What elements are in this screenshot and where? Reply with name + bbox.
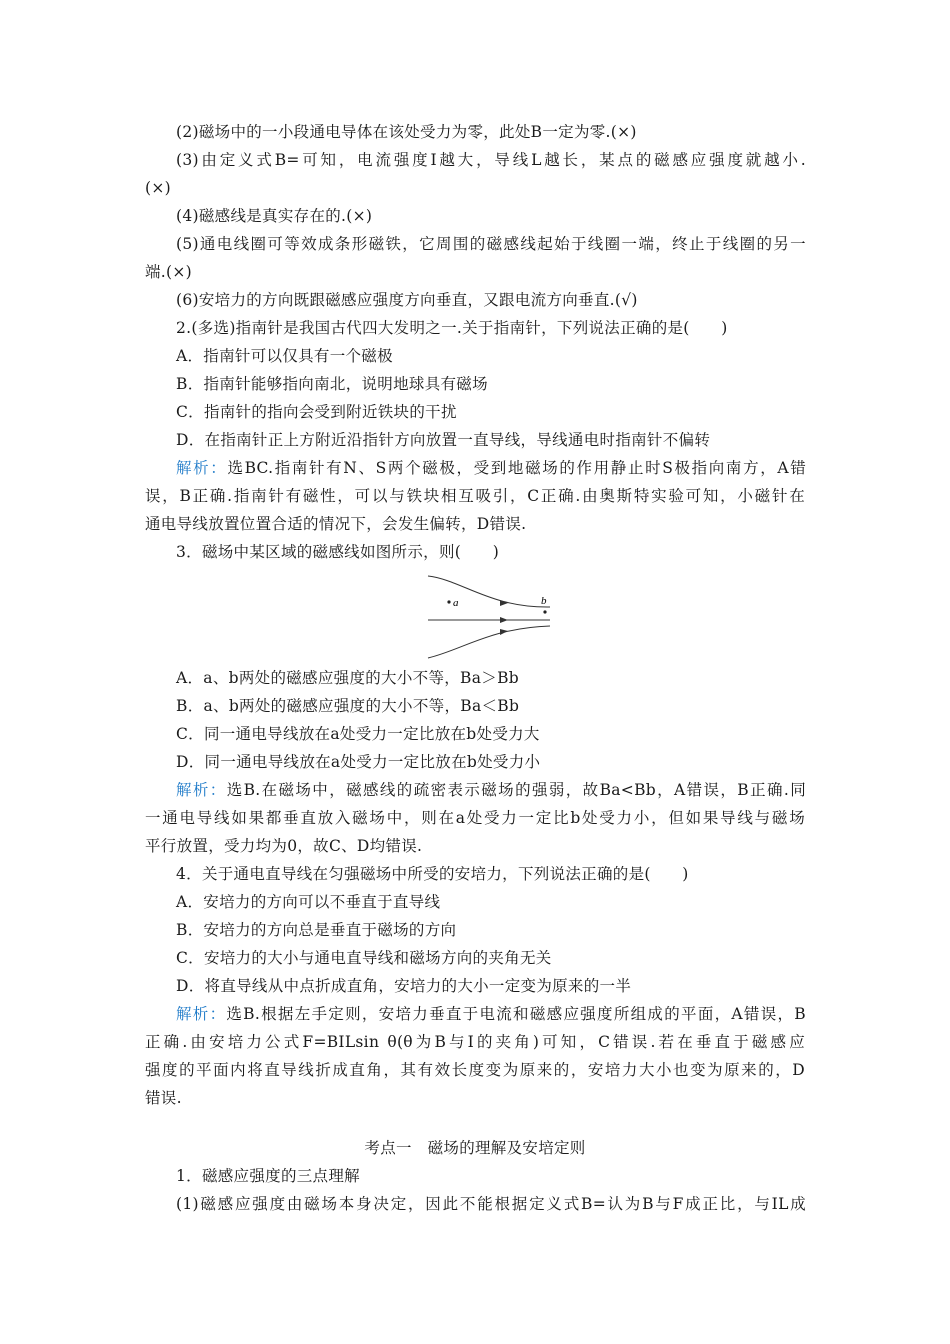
option-d: D．在指南针正上方附近沿指针方向放置一直导线，导线通电时指南针不偏转: [176, 431, 711, 449]
analysis-line: 解析：选B.根据左手定则，安培力垂直于电流和磁感应强度所组成的平面，A错误，B: [176, 1005, 806, 1023]
text-line: (5)通电线圈可等效成条形磁铁，它周围的磁感线起始于线圈一端，终止于线圈的另一: [176, 235, 806, 253]
point-a-dot: [447, 600, 450, 603]
text-line: (1)磁感应强度由磁场本身决定，因此不能根据定义式B=认为B与F成正比，与IL成: [176, 1195, 806, 1213]
point-b-dot: [543, 610, 546, 613]
arrow-top: [500, 600, 508, 606]
text-line: (2)磁场中的一小段通电导体在该处受力为零，此处B一定为零.(×): [176, 123, 637, 141]
point-b-label: b: [541, 595, 547, 607]
text-line: (3)由定义式B=可知，电流强度I越大，导线L越长，某点的磁感应强度就越小.: [176, 151, 806, 169]
text-line: 通电导线放置位置合适的情况下，会发生偏转，D错误.: [145, 515, 527, 533]
option-b: B．安培力的方向总是垂直于磁场的方向: [176, 921, 457, 939]
section-heading: 考点一 磁场的理解及安培定则: [364, 1139, 586, 1157]
analysis-line: 解析：选BC.指南针有N、S两个磁极，受到地磁场的作用静止时S极指向南方，A错: [176, 459, 806, 477]
text-line: 平行放置，受力均为0，故C、D均错误.: [145, 837, 423, 855]
field-line-top: [428, 576, 550, 607]
option-c: C．同一通电导线放在a处受力一定比放在b处受力大: [176, 725, 540, 743]
text-line: 正确.由安培力公式F=BILsin θ(θ为B与I的夹角)可知，C错误.若在垂直于磁感应: [145, 1033, 805, 1051]
point-a-label: a: [453, 597, 459, 609]
option-a: A．a、b两处的磁感应强度的大小不等，Ba＞Bb: [176, 669, 520, 687]
option-d: D．同一通电导线放在a处受力一定比放在b处受力小: [176, 753, 541, 771]
text-line: 错误.: [145, 1089, 182, 1107]
analysis-label: 解析：: [176, 459, 228, 477]
option-c: C．安培力的大小与通电直导线和磁场方向的夹角无关: [176, 949, 552, 967]
option-d: D．将直导线从中点折成直角，安培力的大小一定变为原来的一半: [176, 977, 632, 995]
question-3-stem: 3．磁场中某区域的磁感线如图所示，则( ): [176, 543, 500, 561]
analysis-label: 解析：: [176, 781, 227, 799]
analysis-label: 解析：: [176, 1005, 227, 1023]
text-line: (4)磁感线是真实存在的.(×): [176, 207, 373, 225]
question-4-stem: 4．关于通电直导线在匀强磁场中所受的安培力，下列说法正确的是( ): [176, 865, 689, 883]
option-a: A．指南针可以仅具有一个磁极: [176, 347, 393, 365]
option-c: C．指南针的指向会受到附近铁块的干扰: [176, 403, 457, 421]
field-line-bottom: [428, 626, 550, 658]
arrow-middle: [500, 617, 508, 623]
option-b: B．a、b两处的磁感应强度的大小不等，Ba＜Bb: [176, 697, 520, 715]
question-2-stem: 2.(多选)指南针是我国古代四大发明之一.关于指南针，下列说法正确的是( ): [176, 319, 728, 337]
text-line: 强度的平面内将直导线折成直角，其有效长度变为原来的，安培力大小也变为原来的，D: [145, 1061, 805, 1079]
text-line: (6)安培力的方向既跟磁感应强度方向垂直，又跟电流方向垂直.(√): [176, 291, 638, 309]
text-line: 一通电导线如果都垂直放入磁场中，则在a处受力一定比b处受力小，但如果导线与磁场: [145, 809, 805, 827]
text-line: (×): [145, 179, 171, 197]
option-a: A．安培力的方向可以不垂直于直导线: [176, 893, 441, 911]
text-line: 误，B正确.指南针有磁性，可以与铁块相互吸引，C正确.由奥斯特实验可知，小磁针在: [145, 487, 805, 505]
magnetic-field-lines-figure: [420, 568, 570, 663]
analysis-line: 解析：选B.在磁场中，磁感线的疏密表示磁场的强弱，故Ba<Bb，A错误，B正确.同: [176, 781, 806, 799]
text-line: 端.(×): [145, 263, 193, 281]
option-b: B．指南针能够指向南北，说明地球具有磁场: [176, 375, 488, 393]
subheading: 1．磁感应强度的三点理解: [176, 1167, 360, 1185]
